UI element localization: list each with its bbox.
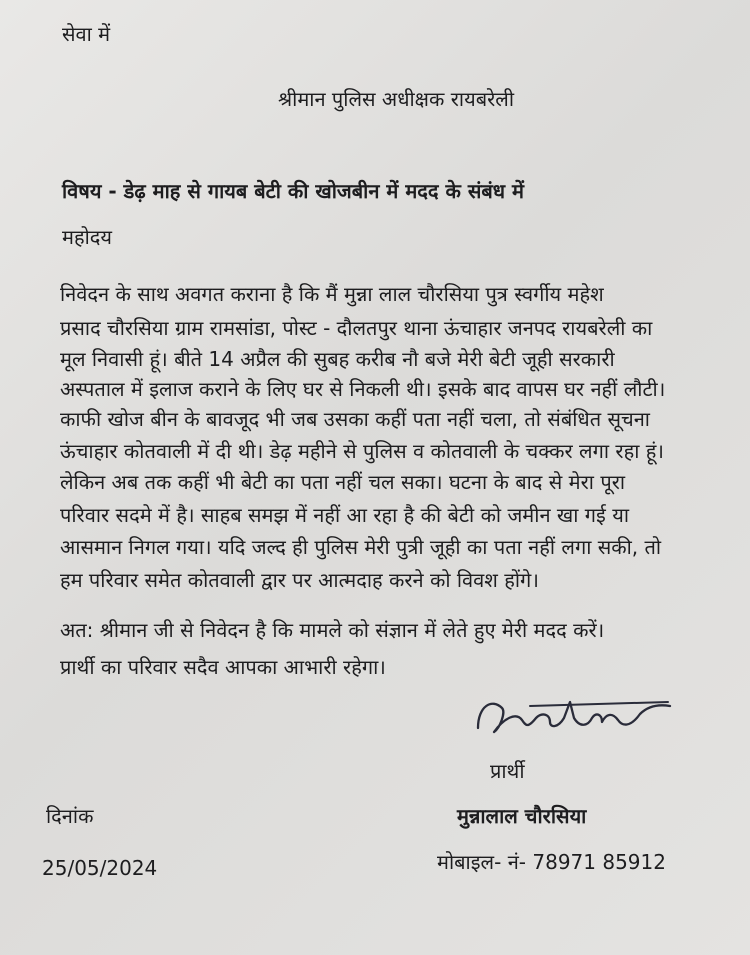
body-line: निवेदन के साथ अवगत कराना है कि मैं मुन्ना लाल चौरसिया पुत्र स्वर्गीय महेश bbox=[60, 282, 604, 306]
body-line: अत: श्रीमान जी से निवेदन है कि मामले को संज्ञान में लेते हुए मेरी मदद करें। bbox=[60, 618, 605, 642]
applicant-name: मुन्नालाल चौरसिया bbox=[457, 804, 587, 828]
date-label: दिनांक bbox=[46, 804, 94, 828]
greeting: महोदय bbox=[62, 225, 112, 249]
salutation: सेवा में bbox=[62, 22, 111, 46]
body-line: लेकिन अब तक कहीं भी बेटी का पता नहीं चल सका। घटना के बाद से मेरा पूरा bbox=[60, 470, 626, 494]
body-line: आसमान निगल गया। यदि जल्द ही पुलिस मेरी पुत्री जूही का पता नहीं लगा सकी, तो bbox=[60, 535, 662, 559]
handwritten-signature bbox=[470, 688, 675, 746]
body-line: काफी खोज बीन के बावजूद भी जब उसका कहीं पता नहीं चला, तो संबंधित सूचना bbox=[60, 407, 650, 431]
date-value: 25/05/2024 bbox=[42, 856, 158, 880]
body-line: परिवार सदमे में है। साहब समझ में नहीं आ रहा है की बेटी को जमीन खा गई या bbox=[60, 503, 630, 527]
body-line: प्रार्थी का परिवार सदैव आपका आभारी रहेगा। bbox=[60, 655, 386, 679]
body-line: ऊंचाहार कोतवाली में दी थी। डेढ़ महीने से पुलिस व कोतवाली के चक्कर लगा रहा हूं। bbox=[60, 439, 664, 463]
body-line: हम परिवार समेत कोतवाली द्वार पर आत्मदाह करने को विवश होंगे। bbox=[60, 568, 539, 592]
body-line: अस्पताल में इलाज कराने के लिए घर से निकली थी। इसके बाद वापस घर नहीं लौटी। bbox=[60, 377, 666, 401]
subject-line: विषय - डेढ़ माह से गायब बेटी की खोजबीन में मदद के संबंध में bbox=[62, 179, 524, 203]
mobile-number: मोबाइल- नं- 78971 85912 bbox=[437, 850, 666, 874]
body-line: प्रसाद चौरसिया ग्राम रामसांडा, पोस्ट - दौलतपुर थाना ऊंचाहार जनपद रायबरेली का bbox=[60, 316, 653, 340]
body-line: मूल निवासी हूं। बीते 14 अप्रैल की सुबह करीब नौ बजे मेरी बेटी जूही सरकारी bbox=[60, 347, 615, 371]
applicant-label: प्रार्थी bbox=[490, 759, 525, 783]
recipient: श्रीमान पुलिस अधीक्षक रायबरेली bbox=[278, 87, 515, 111]
